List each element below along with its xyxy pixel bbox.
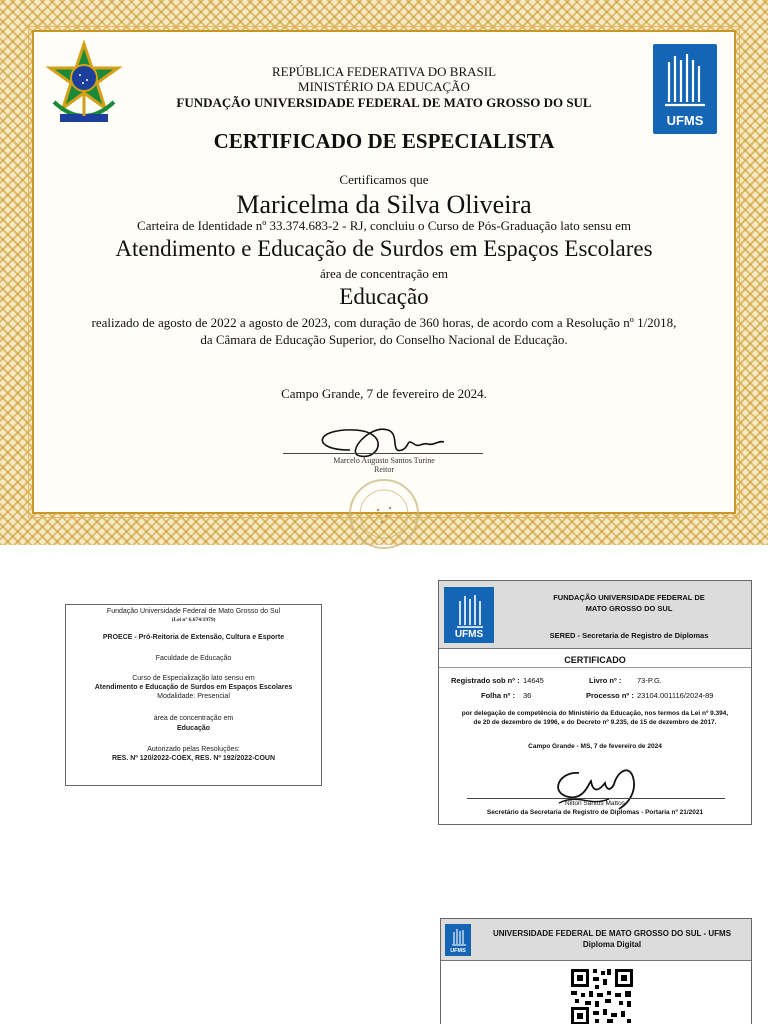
digital-ufms-logo — [445, 924, 471, 956]
period-line-1: realizado de agosto de 2022 a agosto de 2023, com duração de 360 horas, de acordo com a Resolução nº 1/2018, — [91, 315, 677, 330]
digital-header-line1: UNIVERSIDADE FEDERAL DE MATO GROSSO DO SUL - UFMS — [492, 929, 732, 938]
br-book-value: 73-P.G. — [637, 676, 662, 685]
rector-name: Marcelo Augusto Santos Turine — [333, 456, 435, 465]
verification-qr-code-icon[interactable] — [569, 967, 635, 1024]
rector-signature-line — [283, 453, 483, 454]
br-signer: Nilton Santos Mattos — [565, 800, 625, 807]
digital-building-icon — [452, 928, 466, 946]
bl-course-intro: Curso de Especialização lato sensu em — [132, 675, 255, 682]
university-stamp-icon — [346, 476, 422, 552]
bl-auth-intro: Autorizado pelas Resoluções: — [147, 746, 240, 753]
digital-header — [441, 919, 751, 961]
header-foundation: FUNDAÇÃO UNIVERSIDADE FEDERAL DE MATO GROSSO DO SUL — [176, 95, 592, 110]
bl-foundation: Fundação Universidade Federal de Mato Grosso do Sul — [106, 608, 281, 615]
bl-faculty: Faculdade de Educação — [155, 655, 232, 662]
br-section-title: CERTIFICADO — [564, 655, 626, 665]
certificate-title: CERTIFICADO DE ESPECIALISTA — [213, 129, 555, 153]
header-republic: REPÚBLICA FEDERATIVA DO BRASIL — [271, 64, 497, 79]
registration-logo-label: UFMS — [454, 629, 484, 640]
field-name: Educação — [339, 284, 429, 309]
rector-role: Reitor — [374, 465, 394, 474]
br-delegation-1: por delegação de competência do Ministério da Educação, nos termos da Lei nº 9.394, — [461, 710, 729, 717]
registration-box — [438, 580, 752, 825]
digital-diploma-box — [440, 918, 752, 1024]
br-process-value: 23104.001116/2024-89 — [637, 691, 714, 700]
registration-header — [439, 581, 751, 649]
faculty-info-box — [65, 604, 322, 786]
bl-law: (Lei nº 6.674/1979) — [171, 617, 216, 623]
br-book-label: Livro nº : — [589, 676, 622, 685]
br-page-label: Folha nº : — [481, 691, 515, 700]
br-process-label: Processo nº : — [586, 691, 634, 700]
br-place-date: Campo Grande - MS, 7 de fevereiro de 2024 — [528, 743, 662, 750]
registration-ufms-logo — [444, 587, 494, 643]
br-delegation-2: de 20 de dezembro de 1996, e do Decreto nº 9.235, de 15 de dezembro de 2017. — [473, 719, 717, 726]
br-signer-role: Secretário da Secretaria de Registro de Diplomas - Portaria nº 21/2021 — [486, 809, 704, 816]
place-date: Campo Grande, 7 de fevereiro de 2024. — [281, 386, 487, 401]
br-page-value: 36 — [523, 691, 532, 700]
registration-building-icon — [457, 593, 483, 629]
br-reg-label: Registrado sob nº : — [451, 676, 520, 685]
bl-area: Educação — [176, 725, 211, 732]
bl-modality: Modalidade: Presencial — [157, 693, 230, 700]
secretary-signature-line — [467, 798, 725, 799]
period-line-2: da Câmara de Educação Superior, do Conselho Nacional de Educação. — [200, 332, 568, 347]
digital-header-line2: Diploma Digital — [582, 940, 642, 949]
br-reg-value: 14645 — [523, 676, 544, 685]
ufms-logo-label: UFMS — [666, 113, 704, 128]
bl-area-intro: área de concentração em — [153, 715, 234, 722]
course-name: Atendimento e Educação de Surdos em Espaços Escolares — [115, 236, 653, 261]
bl-course: Atendimento e Educação de Surdos em Espaços Escolares — [94, 684, 293, 691]
br-header-line1: FUNDAÇÃO UNIVERSIDADE FEDERAL DE — [553, 593, 705, 602]
recipient-name: Maricelma da Silva Oliveira — [236, 190, 532, 219]
identity-text: Carteira de Identidade nº 33.374.683-2 - RJ, concluiu o Curso de Pós-Graduação lato sensu em — [137, 218, 631, 233]
br-header-line2: MATO GROSSO DO SUL — [585, 604, 673, 613]
certify-text: Certificamos que — [339, 172, 429, 187]
header-ministry: MINISTÉRIO DA EDUCAÇÃO — [298, 79, 470, 94]
bl-resolutions: RES. Nº 120/2022-COEX, RES. Nº 192/2022-COUN — [111, 755, 276, 762]
br-header-dept: SERED - Secretaria de Registro de Diplomas — [549, 631, 709, 640]
br-section-divider — [439, 667, 751, 668]
digital-logo-label: UFMS — [450, 948, 466, 954]
bl-dean: PROECE - Pró-Reitoria de Extensão, Cultura e Esporte — [102, 634, 285, 641]
area-text: área de concentração em — [319, 266, 449, 281]
